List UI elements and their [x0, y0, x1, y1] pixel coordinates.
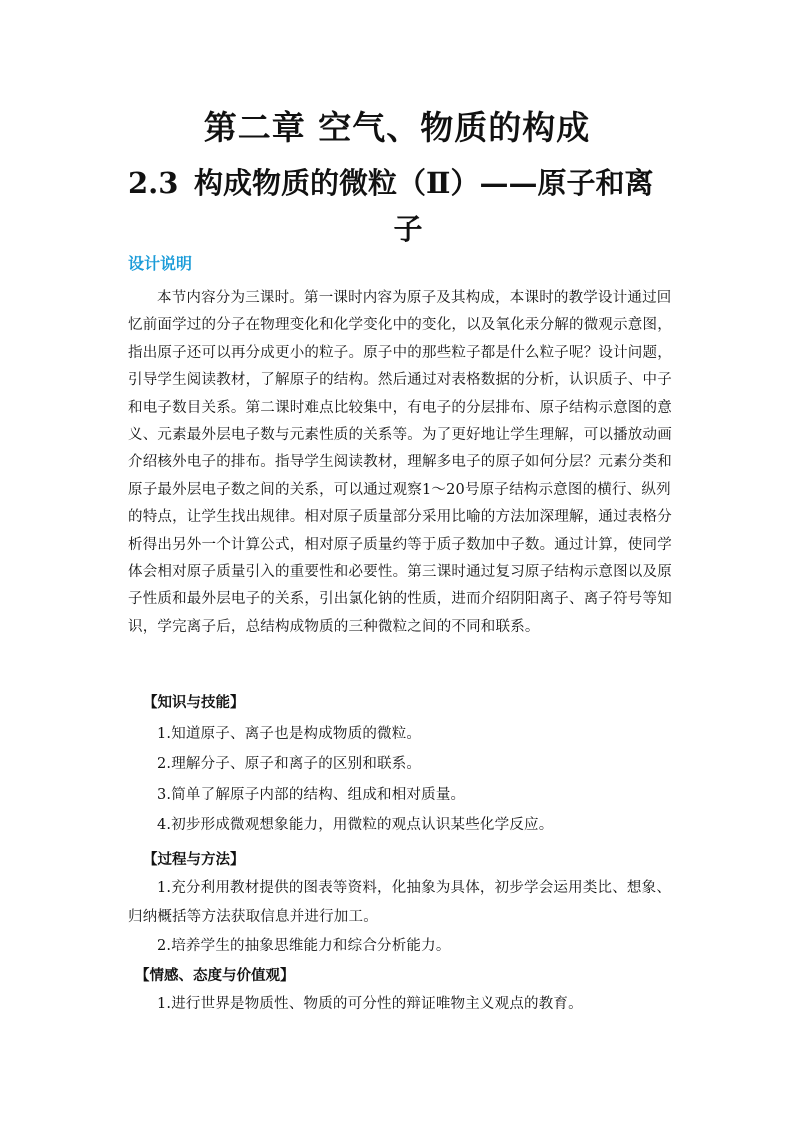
- section-title-line1: [128, 162, 688, 204]
- list-item: 1.充分利用教材提供的图表等资料，化抽象为具体，初步学会运用类比、想象、归纳概括等方法获取信息并进行加工。: [128, 880, 672, 925]
- knowledge-skills-section: [128, 688, 684, 841]
- section-title-text: 构成物质的微粒（Ⅱ）——原子和离: [194, 166, 654, 200]
- list-item: 2.培养学生的抽象思维能力和综合分析能力。: [157, 938, 451, 954]
- list-item: 4.初步形成微观想象能力，用微粒的观点认识某些化学反应。: [157, 817, 554, 834]
- process-methods-section: [128, 845, 684, 961]
- chapter-title: 第二章 空气、物质的构成: [203, 108, 591, 147]
- emotion-values-section: [128, 961, 684, 1019]
- intro-paragraph: 本节内容分为三课时。第一课时内容为原子及其构成，本课时的教学设计通过回忆前面学过的分子在物理变化和化学变化中的变化，以及氧化汞分解的微观示意图，指出原子还可以再分成更小的粒子。原子中的那些粒子都是什么粒子呢？设计问题，引导学生阅读教材，了解原子的结构。然后通过对表格数据的分析，认识质子、中子和电子数目关系。第二课时难点比较集中，有电子的分层排布、原子结构示意图的意义、元素最外层电子数与元素性质的关系等。为了更好地让学生理解，可以播放动画介绍核外电子的排布。指导学生阅读教材，理解多电子的原子如何分层？元素分类和原子最外层电子数之间的关系，可以通过观察1～20号原子结构示意图的横行、纵列的特点，让学生找出规律。相对原子质量部分采用比喻的方法加深理解，通过表格分析得出另外一个计算公式，相对原子质量约等于质子数加中子数。通过计算，使同学体会相对原子质量引入的重要性和必要性。第三课时通过复习原子结构示意图以及原子性质和最外层电子的关系，引出氯化钠的性质，进而介绍阴阳离子、离子符号等知识，学完离子后，总结构成物质的三种微粒之间的不同和联系。: [128, 290, 672, 635]
- list-item: 1.知道原子、离子也是构成物质的微粒。: [157, 725, 422, 742]
- emotion-values-heading: 【情感、态度与价值观】: [135, 967, 295, 984]
- section-number: 2.3: [128, 166, 179, 200]
- list-item: 2.理解分子、原子和离子的区别和联系。: [157, 756, 422, 773]
- section-title: [128, 162, 688, 250]
- process-methods-heading: 【过程与方法】: [143, 851, 245, 868]
- list-item: 3.简单了解原子内部的结构、组成和相对质量。: [157, 786, 466, 803]
- section-title-line2: 子: [393, 212, 423, 246]
- design-description-heading: 设计说明: [128, 254, 193, 273]
- list-item: 1.进行世界是物质性、物质的可分性的辩证唯物主义观点的教育。: [157, 996, 583, 1012]
- knowledge-skills-heading: 【知识与技能】: [143, 694, 245, 711]
